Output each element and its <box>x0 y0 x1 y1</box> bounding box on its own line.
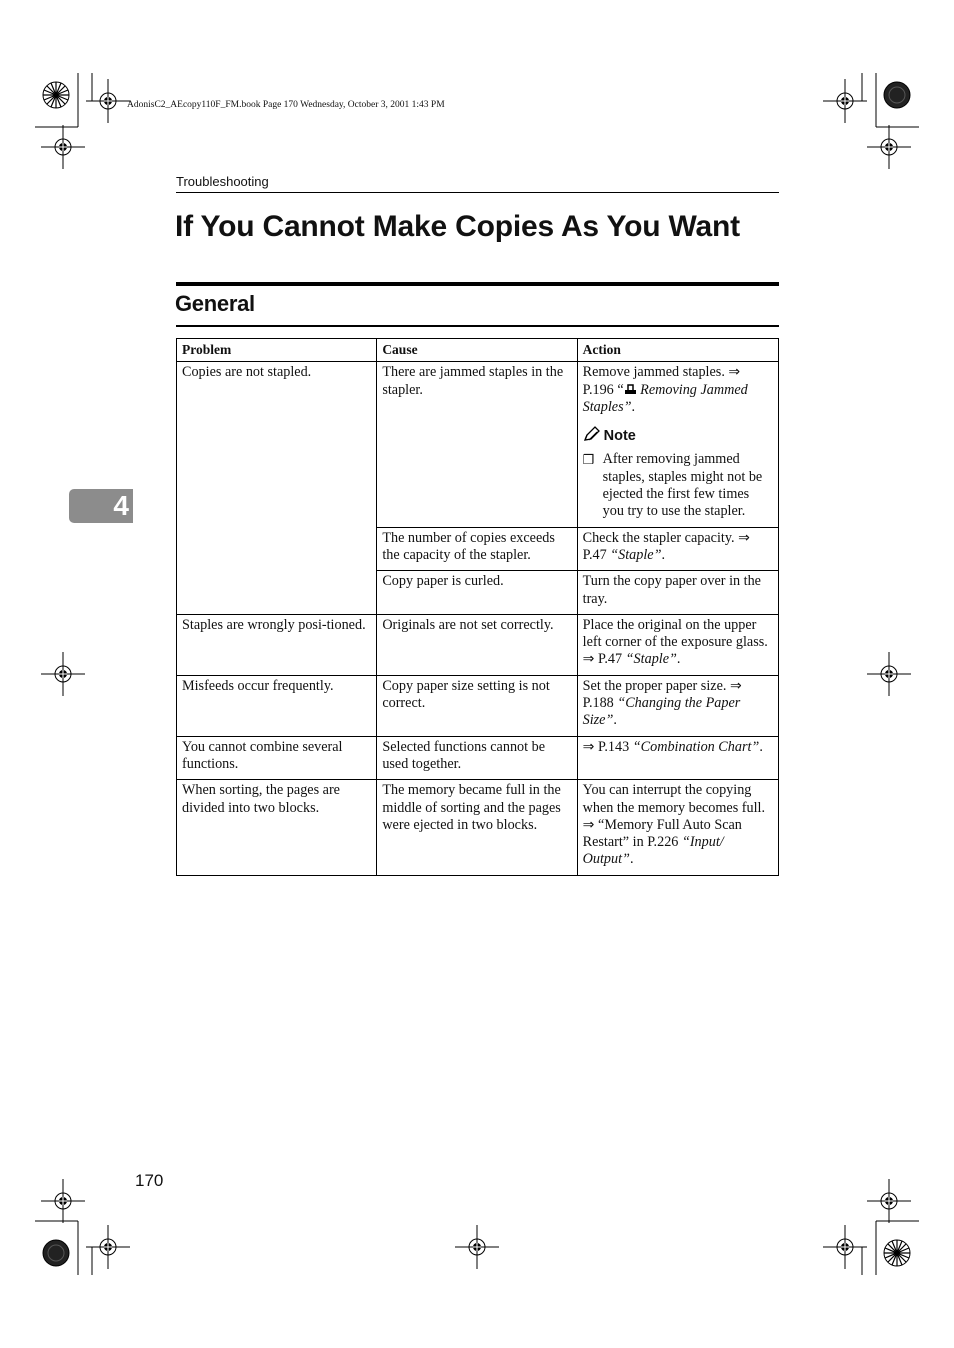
checkbox-bullet-icon: ❒ <box>582 452 595 468</box>
header-action: Action <box>577 339 778 362</box>
action-suffix: . <box>631 398 636 415</box>
note-heading <box>583 426 773 447</box>
action-cell: Turn the copy paper over in the tray. <box>577 571 778 615</box>
table-header-row <box>177 339 779 362</box>
troubleshooting-table <box>176 338 779 876</box>
action-cell <box>577 736 778 780</box>
action-suffix: . <box>661 546 666 563</box>
section-title: General <box>175 291 255 316</box>
problem-cell: You cannot combine several functions. <box>177 736 377 780</box>
action-link[interactable]: “Staple” <box>625 651 677 668</box>
action-text: Check the stapler capacity. ⇒ P.47 <box>582 529 750 563</box>
problem-cell: Staples are wrongly posi-tioned. <box>177 614 377 675</box>
cause-cell: Originals are not set correctly. <box>377 614 577 675</box>
note-text: After removing jammed staples, staples might not be ejected the first few times you try to use the stapler. <box>602 451 763 520</box>
table-row <box>177 614 779 675</box>
note-item <box>583 451 773 520</box>
table-row <box>177 675 779 736</box>
cause-cell: The number of copies exceeds the capacity of the stapler. <box>377 527 577 571</box>
staple-icon <box>624 382 637 398</box>
action-link[interactable]: “Changing the Paper Size” <box>582 695 741 729</box>
chapter-number: 4 <box>113 490 129 521</box>
header-problem: Problem <box>177 339 377 362</box>
action-cell <box>577 362 778 527</box>
problem-cell: When sorting, the pages are divided into two blocks. <box>177 780 377 875</box>
cause-cell: Copy paper size setting is not correct. <box>377 675 577 736</box>
action-link[interactable]: Removing Jammed Staples” <box>582 381 748 415</box>
cause-cell: There are jammed staples in the stapler. <box>377 362 577 527</box>
action-link[interactable]: “Input/ Output” <box>582 834 724 868</box>
table-row <box>177 780 779 875</box>
pencil-icon <box>583 426 601 447</box>
action-suffix: . <box>759 738 763 755</box>
table-row <box>177 362 779 527</box>
action-suffix: . <box>613 712 617 729</box>
file-info: AdonisC2_AEcopy110F_FM.book Page 170 Wednesday, October 3, 2001 1:43 PM <box>127 100 445 110</box>
cause-cell: The memory became full in the middle of sorting and the pages were ejected in two blocks. <box>377 780 577 875</box>
action-text: You can interrupt the copying when the memory becomes full. ⇒ “Memory Full Auto Scan Restart” in P.226 <box>582 782 766 851</box>
action-cell <box>577 675 778 736</box>
note-title: Note <box>603 428 636 445</box>
section-rule <box>176 325 779 327</box>
action-text: Place the original on the upper left corner of the exposure glass. ⇒ P.47 <box>582 616 768 668</box>
table-row <box>177 736 779 780</box>
chapter-tab <box>69 489 133 523</box>
action-suffix: . <box>676 651 681 668</box>
header-rule <box>176 192 779 193</box>
action-cell <box>577 527 778 571</box>
action-text: Remove jammed staples. ⇒ P.196 “ <box>582 364 741 398</box>
problem-cell: Copies are not stapled. <box>177 362 377 615</box>
cause-cell: Selected functions cannot be used together. <box>377 736 577 780</box>
page-number: 170 <box>135 1171 164 1190</box>
header-cause: Cause <box>377 339 577 362</box>
page-title: If You Cannot Make Copies As You Want <box>175 210 740 243</box>
action-text: ⇒ P.143 <box>582 738 633 755</box>
action-text: Set the proper paper size. ⇒ P.188 <box>582 677 742 712</box>
action-suffix: . <box>629 851 634 868</box>
action-link[interactable]: “Staple” <box>610 546 662 563</box>
running-head: Troubleshooting <box>176 174 269 189</box>
action-link[interactable]: “Combination Chart” <box>632 738 760 755</box>
title-rule <box>176 282 779 286</box>
problem-cell: Misfeeds occur frequently. <box>177 675 377 736</box>
cause-cell: Copy paper is curled. <box>377 571 577 615</box>
action-cell <box>577 614 778 675</box>
action-cell <box>577 780 778 875</box>
